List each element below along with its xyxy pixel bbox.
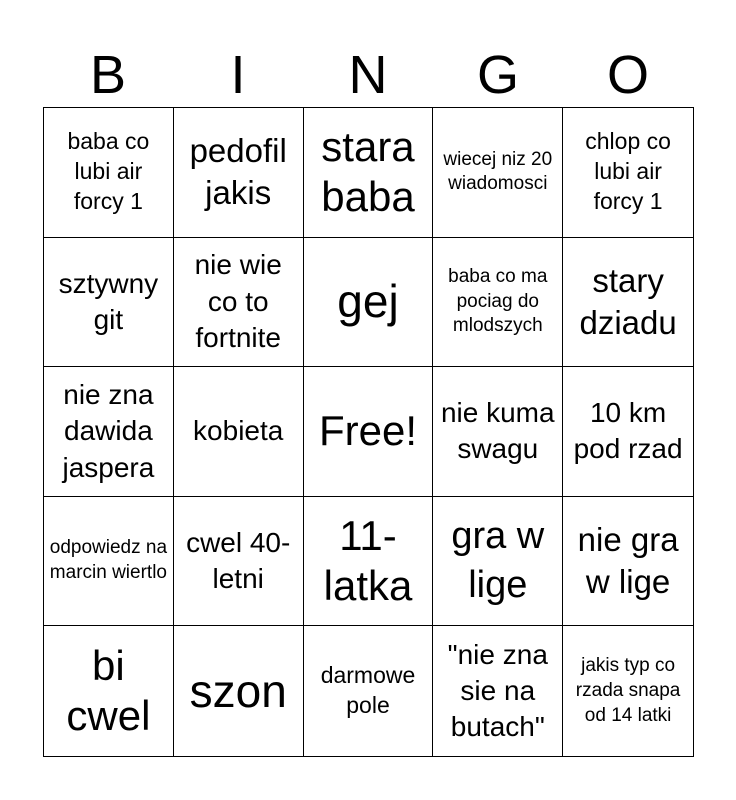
bingo-cell[interactable] [304, 497, 434, 627]
cell-text: jakis typ co rzada snapa od 14 latki [575, 655, 681, 726]
bingo-cell[interactable] [563, 238, 693, 368]
bingo-cell[interactable] [44, 108, 174, 238]
bingo-cell[interactable] [433, 367, 563, 497]
bingo-board [43, 107, 694, 757]
bingo-cell[interactable] [174, 108, 304, 238]
cell-text: kobieta [193, 415, 284, 447]
bingo-cell[interactable] [563, 626, 693, 756]
cell-text: wiecej niz 20 wiadomosci [443, 148, 553, 195]
bingo-cell[interactable] [304, 626, 434, 756]
header-letter-i: I [230, 45, 246, 105]
header-letter-o: O [606, 45, 649, 105]
bingo-cell-free[interactable] [304, 367, 434, 497]
bingo-header [43, 44, 693, 106]
header-letter-b: B [89, 45, 127, 105]
cell-text: nie wie co to fortnite [194, 249, 282, 354]
cell-text: 11-latka [323, 511, 413, 610]
cell-text: nie gra w lige [577, 520, 679, 601]
cell-text: gra w lige [451, 515, 545, 607]
header-letter-g: G [476, 45, 519, 105]
bingo-cell[interactable] [563, 367, 693, 497]
cell-text: bi cwel [66, 641, 151, 740]
bingo-cell[interactable] [174, 238, 304, 368]
cell-text: nie zna dawida jaspera [62, 378, 155, 483]
bingo-cell[interactable] [563, 497, 693, 627]
cell-text: cwel 40-letni [186, 526, 291, 595]
cell-text: Free! [318, 407, 417, 455]
bingo-cell[interactable] [433, 238, 563, 368]
cell-text: sztywny git [58, 267, 159, 335]
cell-text: chlop co lubi air forcy 1 [585, 128, 671, 215]
cell-text: nie kuma swagu [440, 397, 555, 465]
cell-text: stara baba [321, 122, 415, 221]
header-letter-n: N [348, 45, 388, 105]
bingo-cell[interactable] [563, 108, 693, 238]
cell-text: 10 km pod rzad [573, 397, 683, 465]
bingo-cell[interactable] [304, 238, 434, 368]
bingo-cell[interactable] [174, 367, 304, 497]
cell-text: pedofil jakis [189, 132, 287, 212]
bingo-cell[interactable] [44, 367, 174, 497]
cell-text: baba co ma pociag do mlodszych [448, 265, 548, 337]
bingo-cell[interactable] [433, 626, 563, 756]
bingo-cell[interactable] [433, 108, 563, 238]
bingo-cell[interactable] [174, 497, 304, 627]
cell-text: stary dziadu [579, 261, 677, 341]
cell-text: darmowe pole [320, 662, 416, 719]
bingo-cell[interactable] [174, 626, 304, 756]
bingo-cell[interactable] [44, 238, 174, 368]
cell-text: odpowiedz na marcin wiertlo [49, 537, 168, 584]
cell-text: "nie zna sie na butach" [447, 638, 548, 743]
cell-text: szon [189, 664, 287, 717]
cell-text: gej [337, 275, 399, 328]
bingo-cell[interactable] [44, 626, 174, 756]
bingo-cell[interactable] [433, 497, 563, 627]
bingo-cell[interactable] [44, 497, 174, 627]
bingo-cell[interactable] [304, 108, 434, 238]
cell-text: baba co lubi air forcy 1 [67, 128, 150, 215]
